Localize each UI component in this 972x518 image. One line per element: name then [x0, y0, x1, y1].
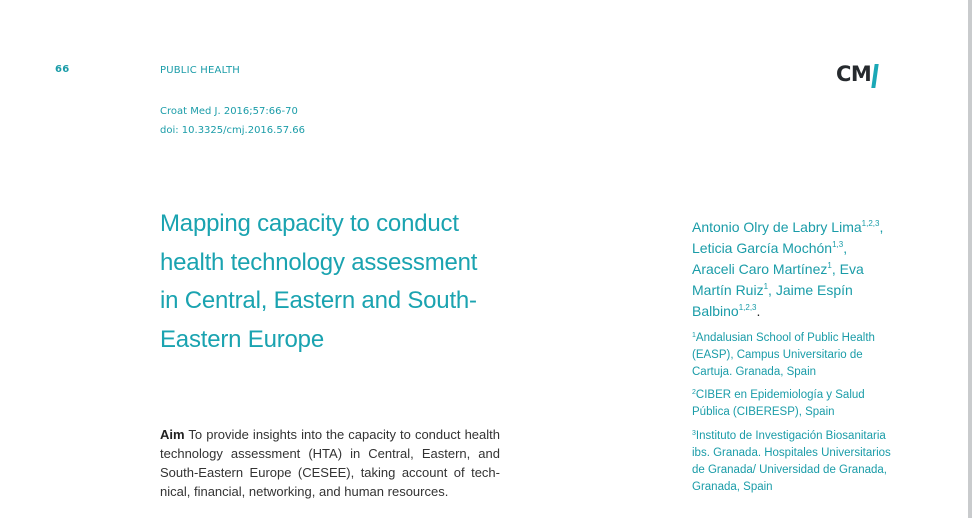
title-line: health technology assessment: [160, 248, 478, 276]
citation-block: [160, 102, 305, 140]
author-affiliation-marker: 1: [827, 261, 832, 270]
author-list: Antonio Olry de Labry Lima$^{1,2,3}$, Leticia García Mochón$^{1,3}$, Araceli Caro Martínez$^1$, Eva Martín Ruiz$^1$, Jaime Espín Balbino$^{1,2,3}$.: [692, 219, 884, 319]
journal-logo-text: CM: [836, 62, 872, 86]
author-affiliation-marker: 1,2,3: [738, 303, 757, 312]
author-name[interactable]: Araceli Caro Martínez: [692, 261, 828, 277]
author-name[interactable]: Antonio Olry de Labry Lima: [692, 219, 862, 235]
affiliation-2: [692, 387, 892, 421]
affiliation-number: 3: [692, 430, 696, 437]
author-affiliation-marker: 1,3: [832, 240, 844, 249]
doi-link[interactable]: doi: 10.3325/cmj.2016.57.66: [160, 125, 305, 136]
journal-logo-mark: [872, 64, 879, 88]
affiliation-text: Instituto de Investigación Biosanitaria ibs. Granada. Hospitales Universitarios de Granada/ Universidad de Granada, Granada, Spain: [692, 430, 891, 493]
author-affiliation-marker: 1,2,3: [861, 219, 880, 228]
aim-label: Aim: [160, 427, 185, 442]
author-name[interactable]: Eva Martín Ruiz: [692, 261, 864, 298]
abstract-aim: [160, 425, 500, 501]
author-affiliation-marker: 1: [763, 282, 769, 291]
page-edge-rule: [968, 0, 972, 518]
journal-reference: Croat Med J. 2016;57:66-70: [160, 106, 298, 117]
affiliation-3: [692, 428, 892, 496]
author-name[interactable]: Leticia García Mochón: [692, 240, 833, 256]
affiliation-text: Andalusian School of Public Health (EASP), Campus Universitario de Cartuja. Granada, Spain: [692, 332, 875, 378]
title-line: Mapping capacity to conduct: [160, 210, 459, 237]
affiliation-text: CIBER en Epidemiología y Salud Pública (CIBERESP), Spain: [692, 389, 865, 418]
title-line: in Central, Eastern and South-: [160, 287, 477, 314]
affiliation-1: [692, 330, 892, 381]
aim-text: To provide insights into the capacity to conduct health technology assessment (HTA) in Central, Eastern, and South-Eastern Europe (CESEE), taking account of tech-nical, financial, networking, and human resources.: [160, 427, 500, 499]
section-label: PUBLIC HEALTH: [160, 65, 240, 76]
author-name[interactable]: Jaime Espín Balbino: [692, 282, 853, 319]
affiliation-number: 1: [692, 332, 696, 339]
affiliation-number: 2: [692, 389, 696, 396]
article-title: [160, 205, 510, 359]
title-line: Eastern Europe: [160, 325, 324, 353]
journal-logo: [836, 62, 877, 88]
page-number: 66: [55, 64, 70, 75]
